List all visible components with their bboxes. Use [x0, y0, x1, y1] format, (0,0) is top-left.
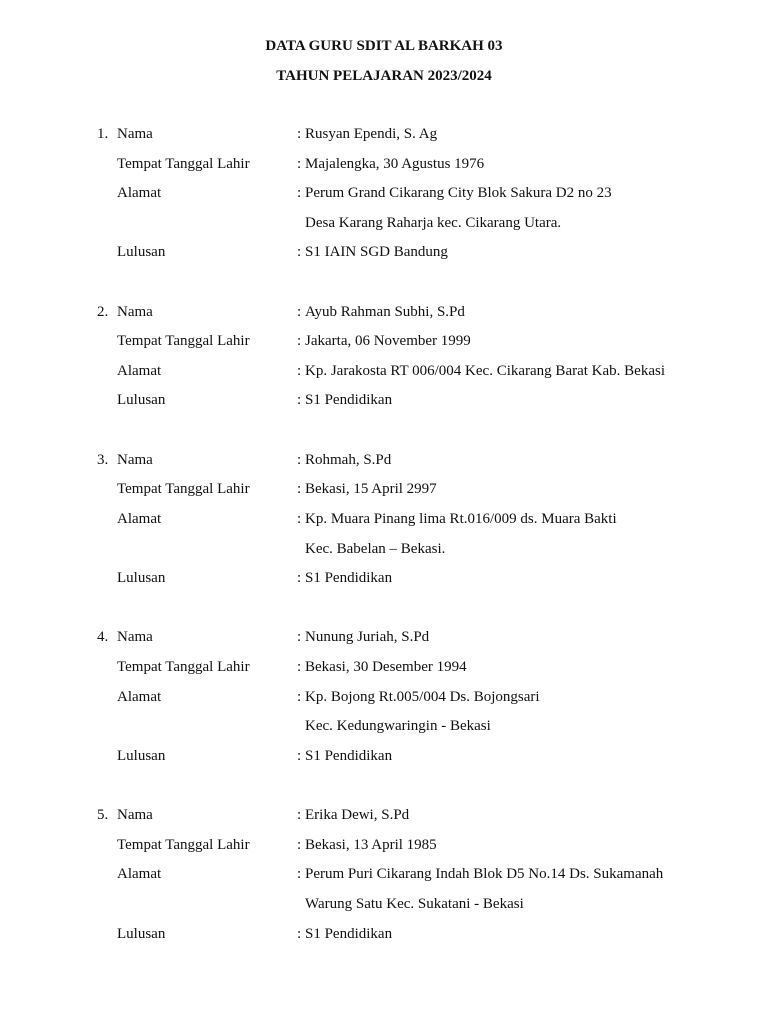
separator: :: [297, 570, 302, 586]
value-alamat-line-2: Kec. Babelan – Bekasi.: [305, 541, 446, 557]
label-alamat: Alamat: [117, 511, 162, 527]
separator: :: [297, 689, 302, 705]
label-lulusan: Lulusan: [117, 392, 166, 408]
separator: :: [297, 748, 302, 764]
value-lulusan: S1 Pendidikan: [305, 392, 393, 408]
value-alamat-line-1: Perum Grand Cikarang City Blok Sakura D2 no 23: [305, 185, 612, 201]
separator: :: [297, 866, 302, 882]
label-nama: Nama: [117, 629, 153, 645]
label-ttl: Tempat Tanggal Lahir: [117, 333, 250, 349]
separator: :: [297, 807, 302, 823]
label-alamat: Alamat: [117, 866, 162, 882]
value-ttl: Jakarta, 06 November 1999: [305, 333, 471, 349]
value-alamat-line-1: Kp. Bojong Rt.005/004 Ds. Bojongsari: [305, 689, 540, 705]
value-lulusan: S1 Pendidikan: [305, 748, 393, 764]
label-nama: Nama: [117, 126, 153, 142]
separator: :: [297, 511, 302, 527]
value-alamat-line-1: Kp. Muara Pinang lima Rt.016/009 ds. Muara Bakti: [305, 511, 617, 527]
separator: :: [297, 185, 302, 201]
label-ttl: Tempat Tanggal Lahir: [117, 156, 250, 172]
entry-number: 2.: [97, 304, 109, 320]
value-alamat-line-2: Kec. Kedungwaringin - Bekasi: [305, 718, 491, 734]
value-alamat-line-2: Warung Satu Kec. Sukatani - Bekasi: [305, 896, 524, 912]
label-alamat: Alamat: [117, 689, 162, 705]
label-lulusan: Lulusan: [117, 244, 166, 260]
value-alamat-line-1: Kp. Jarakosta RT 006/004 Kec. Cikarang Barat Kab. Bekasi: [305, 363, 665, 379]
label-nama: Nama: [117, 452, 153, 468]
value-nama: Rohmah, S.Pd: [305, 452, 392, 468]
separator: :: [297, 452, 302, 468]
label-lulusan: Lulusan: [117, 748, 166, 764]
value-lulusan: S1 Pendidikan: [305, 926, 393, 942]
value-nama: Rusyan Ependi, S. Ag: [305, 126, 438, 142]
entry-number: 4.: [97, 629, 109, 645]
value-ttl: Majalengka, 30 Agustus 1976: [305, 156, 485, 172]
separator: :: [297, 244, 302, 260]
value-nama: Erika Dewi, S.Pd: [305, 807, 410, 823]
separator: :: [297, 363, 302, 379]
separator: :: [297, 333, 302, 349]
label-alamat: Alamat: [117, 185, 162, 201]
value-alamat-line-2: Desa Karang Raharja kec. Cikarang Utara.: [305, 215, 562, 231]
separator: :: [297, 926, 302, 942]
label-lulusan: Lulusan: [117, 570, 166, 586]
separator: :: [297, 304, 302, 320]
separator: :: [297, 659, 302, 675]
separator: :: [297, 392, 302, 408]
label-nama: Nama: [117, 304, 153, 320]
separator: :: [297, 156, 302, 172]
separator: :: [297, 837, 302, 853]
separator: :: [297, 481, 302, 497]
value-lulusan: S1 Pendidikan: [305, 570, 393, 586]
entry-number: 5.: [97, 807, 109, 823]
document-subtitle: TAHUN PELAJARAN 2023/2024: [276, 68, 492, 84]
value-nama: Ayub Rahman Subhi, S.Pd: [305, 304, 465, 320]
label-ttl: Tempat Tanggal Lahir: [117, 659, 250, 675]
label-ttl: Tempat Tanggal Lahir: [117, 481, 250, 497]
value-lulusan: S1 IAIN SGD Bandung: [305, 244, 448, 260]
label-lulusan: Lulusan: [117, 926, 166, 942]
value-nama: Nunung Juriah, S.Pd: [305, 629, 430, 645]
label-nama: Nama: [117, 807, 153, 823]
separator: :: [297, 629, 302, 645]
separator: :: [297, 126, 302, 142]
entry-number: 1.: [97, 126, 109, 142]
document-title: DATA GURU SDIT AL BARKAH 03: [265, 38, 503, 54]
label-ttl: Tempat Tanggal Lahir: [117, 837, 250, 853]
value-alamat-line-1: Perum Puri Cikarang Indah Blok D5 No.14 Ds. Sukamanah: [305, 866, 664, 882]
value-ttl: Bekasi, 15 April 2997: [305, 481, 437, 497]
value-ttl: Bekasi, 13 April 1985: [305, 837, 437, 853]
entry-number: 3.: [97, 452, 109, 468]
label-alamat: Alamat: [117, 363, 162, 379]
value-ttl: Bekasi, 30 Desember 1994: [305, 659, 467, 675]
